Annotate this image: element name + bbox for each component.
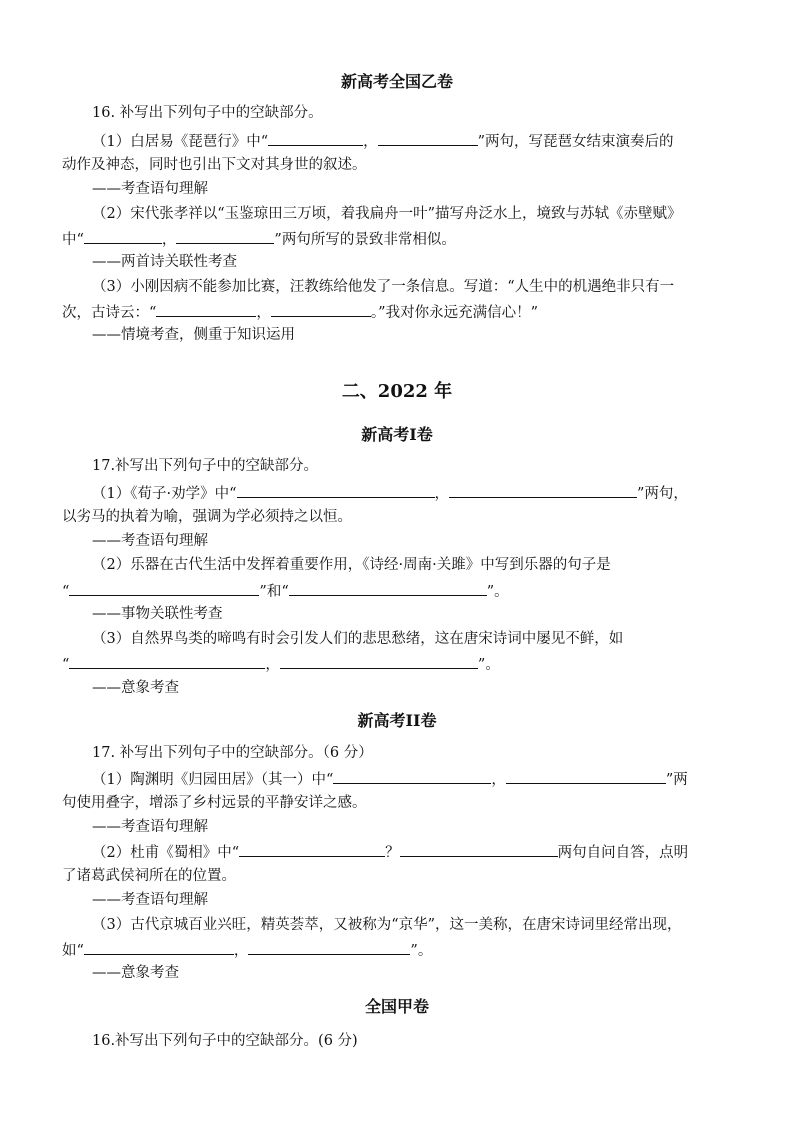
note: ——意象考查 <box>92 965 179 981</box>
sub-question-1-cont: 句使用叠字，增添了乡村远景的平静安详之感。 <box>62 795 367 811</box>
note: ——考查语句理解 <box>92 533 208 549</box>
answer-blank[interactable] <box>237 482 435 498</box>
note: ——情境考查，侧重于知识运用 <box>92 327 295 343</box>
answer-blank[interactable] <box>248 939 410 955</box>
question-16-stem: 16. 补写出下列句子中的空缺部分。 <box>92 105 323 121</box>
note: ——两首诗关联性考查 <box>92 254 237 270</box>
sub-question-2-cont: “ ”和“ ”。 <box>62 580 509 602</box>
sub-question-3: （3）小刚因病不能参加比赛，汪教练给他发了一条信息。写道：“人生中的机遇绝非只有一 <box>92 279 675 295</box>
question-17-stem: 17.补写出下列句子中的空缺部分。 <box>92 458 319 474</box>
answer-blank[interactable] <box>333 768 491 784</box>
note: ——意象考查 <box>92 680 179 696</box>
answer-blank[interactable] <box>449 482 637 498</box>
sub-question-3-cont: 如“ ， ”。 <box>62 939 432 961</box>
answer-blank[interactable] <box>271 301 371 317</box>
sub-question-1-cont: 以劣马的执着为喻，强调为学必须持之以恒。 <box>62 509 352 525</box>
answer-blank[interactable] <box>156 301 256 317</box>
section-title-i: 新高考Ⅰ卷 <box>361 425 433 444</box>
question-16-stem: 16.补写出下列句子中的空缺部分。(6 分) <box>92 1033 358 1049</box>
answer-blank[interactable] <box>289 580 487 596</box>
section-title-jia: 全国甲卷 <box>364 997 429 1016</box>
answer-blank[interactable] <box>280 653 478 669</box>
note: ——考查语句理解 <box>92 892 208 908</box>
sub-question-1: （1）白居易《琵琶行》中“ ， ”两句，写琵琶女结束演奏后的 <box>92 130 674 152</box>
section-title-yi: 新高考全国乙卷 <box>340 72 453 91</box>
year-heading: 二、2022 年 <box>341 381 453 402</box>
answer-blank[interactable] <box>69 653 265 669</box>
sub-question-3-cont: “ ， ”。 <box>62 653 500 675</box>
sub-question-3-cont: 次，古诗云：“ ， 。”我对你永远充满信心！” <box>62 301 538 323</box>
sub-question-1-cont: 动作及神态，同时也引出下文对其身世的叙述。 <box>62 157 367 173</box>
sub-question-2: （2）杜甫《蜀相》中“ ？ 两句自问自答，点明 <box>92 841 688 863</box>
answer-blank[interactable] <box>400 841 558 857</box>
answer-blank[interactable] <box>84 228 162 244</box>
question-17-stem: 17. 补写出下列句子中的空缺部分。（6 分） <box>92 745 373 761</box>
note: ——考查语句理解 <box>92 181 208 197</box>
answer-blank[interactable] <box>239 841 385 857</box>
sub-question-2-cont: 中“ ， ”两句所写的景致非常相似。 <box>62 228 456 250</box>
answer-blank[interactable] <box>176 228 274 244</box>
sub-question-2: （2）宋代张孝祥以“玉鉴琼田三万顷，着我扁舟一叶”描写舟泛水上，境致与苏轼《赤壁赋》 <box>92 206 682 222</box>
answer-blank[interactable] <box>84 939 234 955</box>
note: ——考查语句理解 <box>92 819 208 835</box>
note: ——事物关联性考查 <box>92 606 223 622</box>
answer-blank[interactable] <box>69 580 259 596</box>
sub-question-3: （3）自然界鸟类的啼鸣有时会引发人们的悲思愁绪，这在唐宋诗词中屡见不鲜，如 <box>92 631 624 647</box>
answer-blank[interactable] <box>268 130 363 146</box>
sub-question-1: （1）陶渊明《归园田居》（其一）中“ ， ”两 <box>92 768 688 790</box>
sub-question-3: （3）古代京城百业兴旺，精英荟萃，又被称为“京华”，这一美称，在唐宋诗词里经常出现， <box>92 917 682 933</box>
answer-blank[interactable] <box>378 130 478 146</box>
sub-question-2-cont: 了诸葛武侯祠所在的位置。 <box>62 868 236 884</box>
section-title-ii: 新高考II卷 <box>357 711 437 730</box>
sub-question-1: （1）《荀子·劝学》中“ ， ”两句， <box>92 482 688 504</box>
answer-blank[interactable] <box>506 768 666 784</box>
sub-question-2: （2）乐器在古代生活中发挥着重要作用，《诗经·周南·关雎》中写到乐器的句子是 <box>92 557 611 573</box>
